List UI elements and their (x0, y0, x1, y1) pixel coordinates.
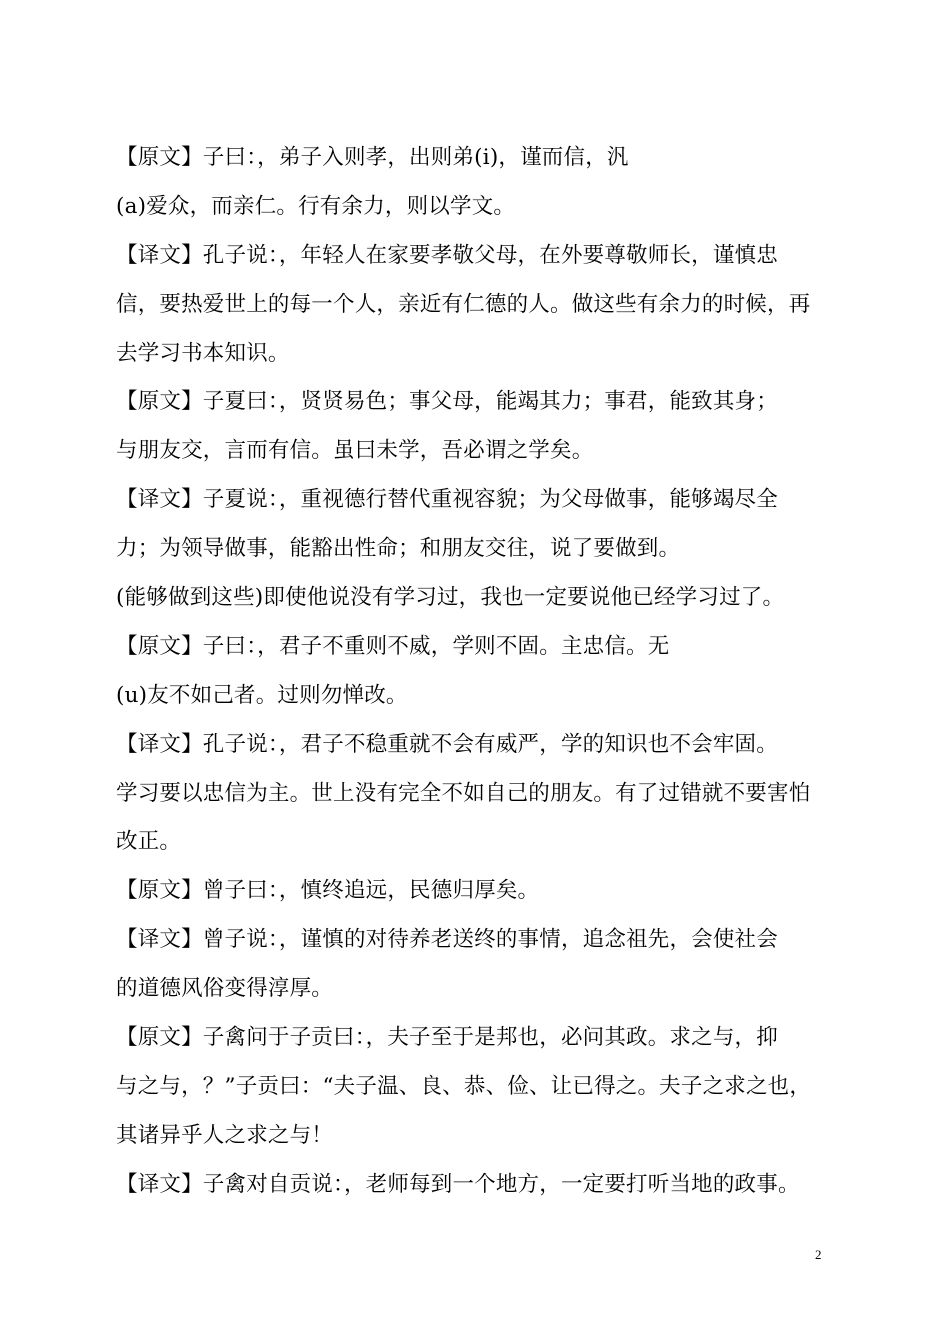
text-line: 【原文】子夏曰：，贤贤易色；事父母，能竭其力；事君，能致其身； (116, 389, 778, 415)
text-line: 力；为领导做事，能豁出性命；和朋友交往，说了要做到。 (116, 536, 681, 562)
text-line: 【译文】孔子说：，年轻人在家要孝敬父母，在外要尊敬师长，谨慎忠 (116, 242, 778, 268)
text-line: 【原文】子曰：，弟子入则孝，出则弟(i)，谨而信，汎 (116, 145, 629, 170)
text-line: 与朋友交，言而有信。虽曰未学，吾必谓之学矣。 (116, 438, 594, 464)
page-number: 2 (815, 1247, 822, 1262)
text-line: 学习要以忠信为主。世上没有完全不如自己的朋友。有了过错就不要害怕 (116, 780, 811, 806)
text-line: 【原文】子曰：，君子不重则不威，学则不固。主忠信。无 (116, 633, 670, 659)
text-line: (a)爱众，而亲仁。行有余力，则以学文。 (116, 193, 516, 219)
text-line: 其诸异乎人之求之与！ (116, 1122, 334, 1148)
text-line: 【译文】孔子说：，君子不稳重就不会有威严，学的知识也不会牢固。 (116, 731, 778, 757)
text-line: 【译文】子禽对自贡说：，老师每到一个地方，一定要打听当地的政事。 (116, 1171, 800, 1197)
text-line: 改正。 (116, 829, 182, 855)
text-line: 去学习书本知识。 (116, 340, 290, 366)
text-line: 与之与，？”子贡曰：“夫子温、良、恭、俭、让已得之。夫子之求之也， (116, 1073, 812, 1099)
text-line: 【原文】曾子曰：，慎终追远，民德归厚矣。 (116, 878, 540, 904)
text-line: (能够做到这些)即使他说没有学习过，我也一定要说他已经学习过了。 (116, 585, 785, 611)
document-body (116, 146, 836, 1222)
text-line: 信，要热爱世上的每一个人，亲近有仁德的人。做这些有余力的时候，再 (116, 291, 811, 317)
text-line: 【译文】子夏说：，重视德行替代重视容貌；为父母做事，能够竭尽全 (116, 487, 778, 513)
text-line: 【译文】曾子说：，谨慎的对待养老送终的事情，追念祖先，会使社会 (116, 927, 778, 953)
text-line: 【原文】子禽问于子贡曰：，夫子至于是邦也，必问其政。求之与，抑 (116, 1025, 778, 1051)
text-line: (u)友不如己者。过则勿惮改。 (116, 682, 408, 708)
text-line: 的道德风俗变得淳厚。 (116, 976, 334, 1002)
